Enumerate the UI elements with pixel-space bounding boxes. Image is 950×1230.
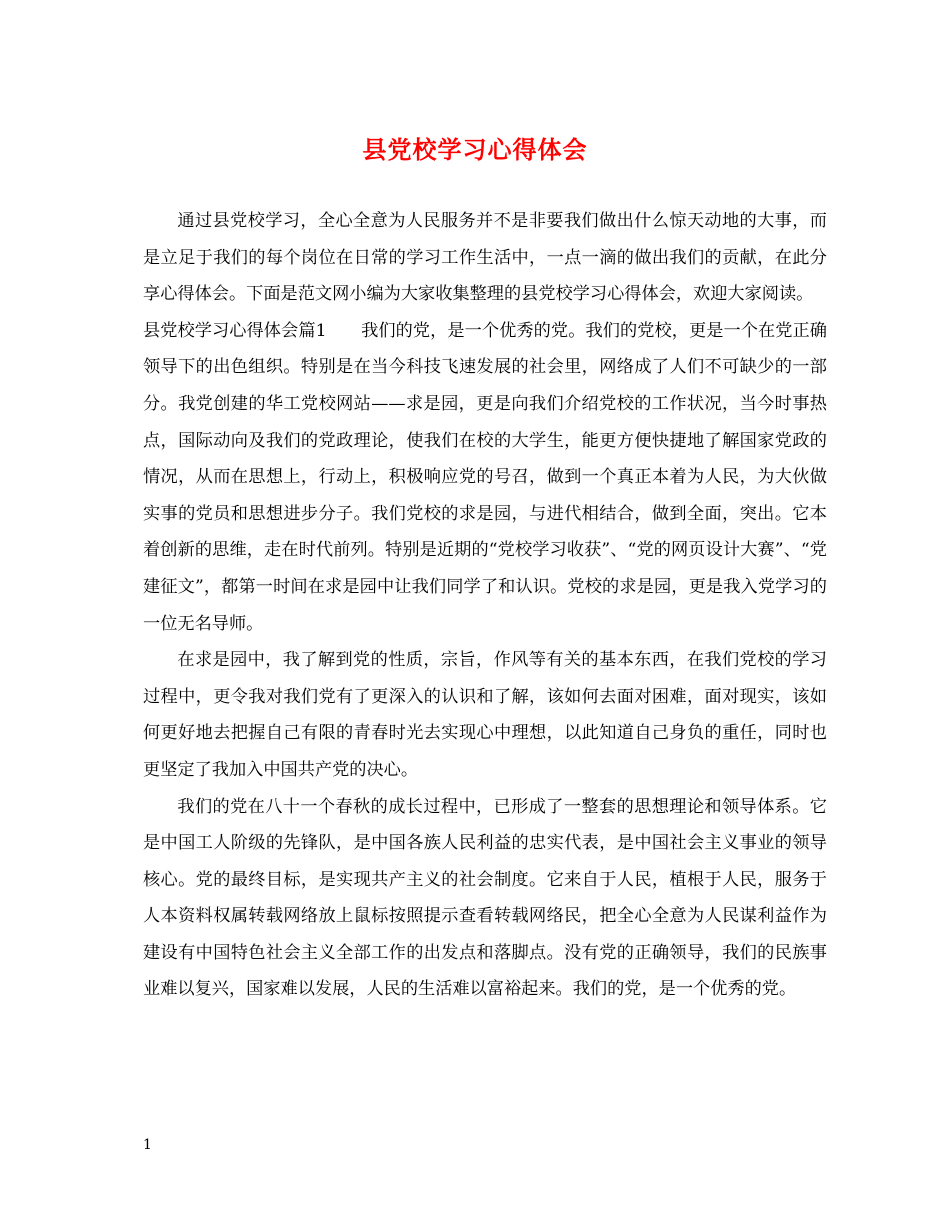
paragraph-qiushiyuan: 在求是园中，我了解到党的性质，宗旨，作风等有关的基本东西，在我们党校的学习过程中，更令我对我们党有了更深入的认识和了解，该如何去面对困难，面对现实，该如何更好地去把握自己有限的青春时光去实现心中理想，以此知道自己身负的重任，同时也更坚定了我加入中国共产党的决心。 (143, 650, 827, 780)
paragraph-party-history: 我们的党在八十一个春秋的成长过程中，已形成了一整套的思想理论和领导体系。它是中国工人阶级的先锋队，是中国各族人民利益的忠实代表，是中国社会主义事业的领导核心。党的最终目标，是实现共产主义的社会制度。它来自于人民，植根于人民，服务于人本资料权属转载网络放上鼠标按照提示查看转载网络民，把全心全意为人民谋利益作为建设有中国特色社会主义全部工作的出发点和落脚点。没有党的正确领导，我们的民族事业难以复兴，国家难以发展，人民的生活难以富裕起来。我们的党，是一个优秀的党。 (143, 796, 827, 1000)
paragraph-section-1: 县党校学习心得体会篇1 我们的党，是一个优秀的党。我们的党校，更是一个在党正确领导下的出色组织。特别是在当今科技飞速发展的社会里，网络成了人们不可缺少的一部分。我党创建的华工党校网站——求是园，更是向我们介绍党校的工作状况，当今时事热点，国际动向及我们的党政理论，使我们在校的大学生，能更方便快捷地了解国家党政的情况，从而在思想上，行动上，积极响应党的号召，做到一个真正本着为人民，为大伙做实事的党员和思想进步分子。我们党校的求是园，与进代相结合，做到全面，突出。它本着创新的思维，走在时代前列。特别是近期的“党校学习收获”、“党的网页设计大赛”、“党建征文”，都第一时间在求是园中让我们同学了和认识。党校的求是园，更是我入党学习的一位无名导师。 (143, 320, 827, 634)
page-number: 1 (143, 1137, 152, 1153)
document-title: 县党校学习心得体会 (362, 135, 588, 164)
document-body (143, 203, 827, 1008)
paragraph-intro: 通过县党校学习，全心全意为人民服务并不是非要我们做出什么惊天动地的大事，而是立足于我们的每个岗位在日常的学习工作生活中，一点一滴的做出我们的贡献，在此分享心得体会。下面是范文网小编为大家收集整理的县党校学习心得体会，欢迎大家阅读。 (143, 211, 827, 305)
